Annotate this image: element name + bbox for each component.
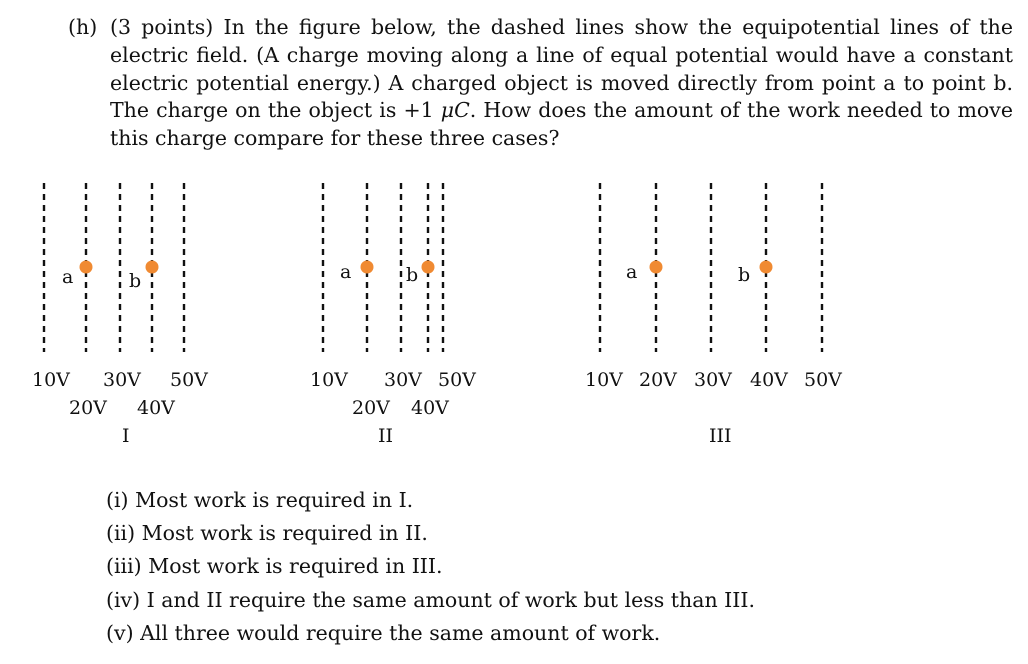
option-text: Most work is required in III.: [148, 554, 443, 579]
voltage-label-30v: 30V: [384, 369, 422, 391]
answer-option-i[interactable]: [106, 484, 755, 517]
case-label: I: [122, 425, 130, 447]
point-a-marker: [80, 261, 93, 274]
voltage-label-30v: 30V: [694, 369, 732, 391]
voltage-label-40v: 40V: [137, 397, 175, 419]
question-text-part1: (3 points) In the figure below, the dashed lines show the equipotential lines of the electric field. (A charge moving along a line of equal potential would have a constant electric potential energy.) A charged object is moved directly from point a to point b. The charge on the object is +1: [110, 15, 1013, 123]
point-b-label: b: [129, 270, 142, 292]
case-II: [310, 183, 476, 447]
option-text: Most work is required in I.: [135, 488, 414, 512]
option-number: (iv): [106, 587, 141, 612]
answer-option-iv[interactable]: [106, 584, 755, 617]
voltage-label-10v: 10V: [32, 369, 70, 391]
point-a-marker: [361, 261, 374, 274]
point-b-label: b: [406, 264, 419, 286]
option-number: (v): [106, 620, 134, 645]
point-a-marker: [650, 261, 663, 274]
point-b-label: b: [738, 264, 751, 286]
voltage-label-20v: 20V: [639, 369, 677, 391]
option-number: (i): [106, 488, 129, 512]
voltage-label-20v: 20V: [352, 397, 390, 419]
case-III: [585, 183, 842, 447]
voltage-label-40v: 40V: [750, 369, 788, 391]
answer-option-v[interactable]: [106, 617, 755, 650]
voltage-label-30v: 30V: [103, 369, 141, 391]
point-b-marker: [760, 261, 773, 274]
option-number: (ii): [106, 521, 136, 546]
voltage-label-50v: 50V: [170, 369, 208, 391]
option-text: Most work is required in II.: [141, 521, 428, 546]
voltage-label-10v: 10V: [310, 369, 348, 391]
voltage-label-20v: 20V: [69, 397, 107, 419]
voltage-label-40v: 40V: [411, 397, 449, 419]
option-number: (iii): [106, 554, 142, 579]
point-b-marker: [422, 261, 435, 274]
voltage-label-50v: 50V: [438, 369, 476, 391]
case-label: II: [378, 425, 394, 447]
question-text-part2: . How does the amount of the work needed to move this charge compare for these three cases?: [110, 98, 1013, 151]
option-text: I and II require the same amount of work but less than III.: [146, 587, 755, 612]
question-label: (h): [68, 15, 98, 39]
point-a-label: a: [626, 261, 638, 283]
answer-options: [106, 484, 755, 650]
voltage-label-50v: 50V: [804, 369, 842, 391]
answer-option-ii[interactable]: [106, 517, 755, 550]
answer-option-iii[interactable]: [106, 550, 755, 583]
voltage-label-10v: 10V: [585, 369, 623, 391]
case-I: [32, 183, 208, 447]
case-label: III: [709, 425, 732, 447]
point-a-label: a: [340, 261, 352, 283]
point-b-marker: [146, 261, 159, 274]
point-a-label: a: [62, 266, 74, 288]
option-text: All three would require the same amount of work.: [140, 620, 661, 645]
charge-unit: μC: [440, 98, 470, 123]
